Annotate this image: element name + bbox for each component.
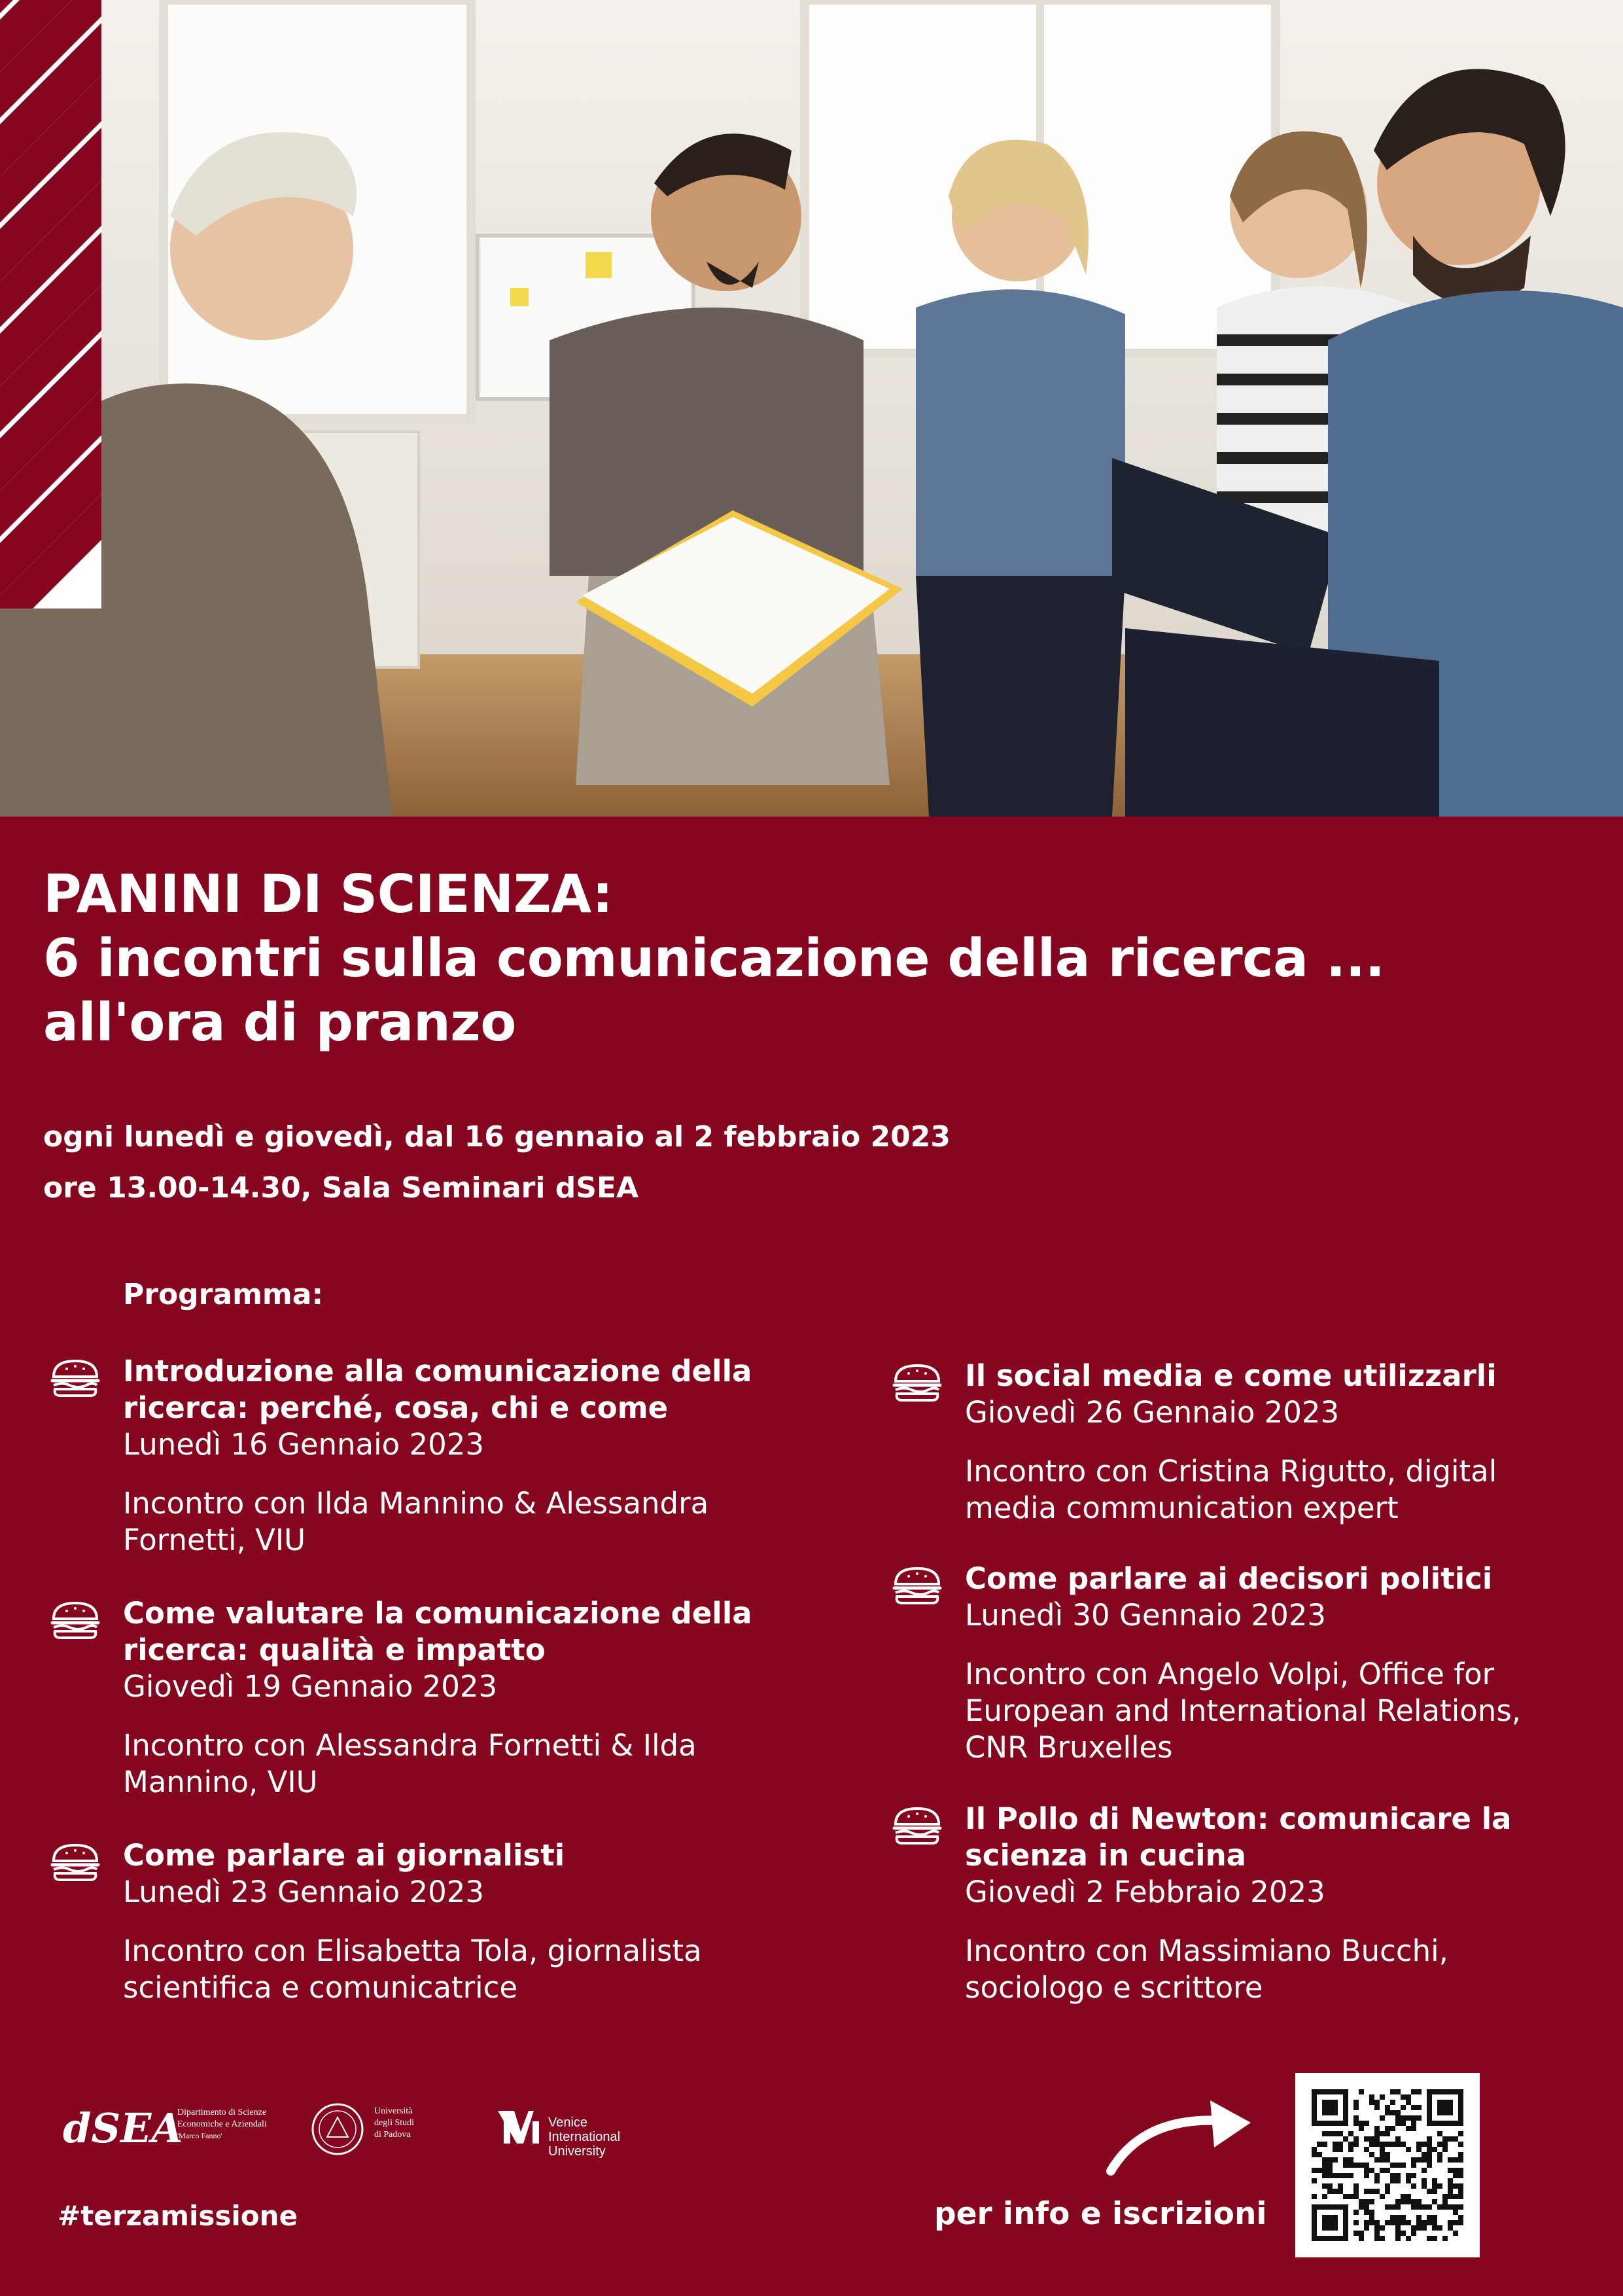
arrow-icon <box>1106 2094 1263 2179</box>
event-date: Lunedì 23 Gennaio 2023 <box>123 1875 484 1909</box>
event-speaker: Incontro con Massimiano Bucchi, sociologo e scrittore <box>965 1934 1448 2005</box>
event-4 <box>965 1358 1623 1527</box>
program-heading: Programma: <box>123 1278 324 1311</box>
svg-text:degli Studi: degli Studi <box>374 2118 415 2128</box>
svg-text:di Padova: di Padova <box>374 2130 411 2140</box>
dsea-logo <box>63 2104 267 2152</box>
event-6 <box>965 1801 1623 2006</box>
event-title: Il Pollo di Newton: comunicare la scienza in cucina <box>965 1801 1512 1873</box>
viu-logo <box>498 2111 620 2159</box>
event-speaker: Incontro con Cristina Rigutto, digital media communication expert <box>965 1454 1497 1525</box>
schedule-time-place: ore 13.00-14.30, Sala Seminari dSEA <box>43 1171 639 1205</box>
event-date: Lunedì 16 Gennaio 2023 <box>123 1427 484 1462</box>
event-title: Introduzione alla comunicazione della ricerca: perché, cosa, chi e come <box>123 1354 752 1425</box>
svg-text:Economiche e Aziendali: Economiche e Aziendali <box>177 2119 267 2129</box>
sandwich-icon <box>892 1363 943 1402</box>
event-date: Giovedì 26 Gennaio 2023 <box>965 1395 1340 1430</box>
event-1 <box>123 1353 829 1559</box>
event-date: Giovedì 19 Gennaio 2023 <box>123 1669 498 1704</box>
svg-text:Dipartimento di Scienze: Dipartimento di Scienze <box>177 2108 267 2117</box>
event-speaker: Incontro con Angelo Volpi, Office for European and International Relations, CNR Bruxelles <box>965 1657 1522 1765</box>
sandwich-icon <box>50 1843 101 1882</box>
event-speaker: Incontro con Ilda Mannino & Alessandra Fornetti, VIU <box>123 1486 709 1557</box>
event-5 <box>965 1561 1623 1766</box>
event-title: Il social media e come utilizzarli <box>965 1358 1497 1393</box>
event-title: Come parlare ai giornalisti <box>123 1838 565 1873</box>
sandwich-icon <box>50 1600 101 1640</box>
svg-text:University: University <box>548 2144 606 2159</box>
event-title: Come valutare la comunicazione della ricerca: qualità e impatto <box>123 1596 752 1667</box>
sandwich-icon <box>892 1806 943 1845</box>
svg-text:dSEA: dSEA <box>63 2104 183 2152</box>
svg-text:Università: Università <box>374 2106 413 2116</box>
title-line-1: PANINI DI SCIENZA: <box>43 864 613 925</box>
title-line-3: all'ora di pranzo <box>43 992 516 1053</box>
event-title: Come parlare ai decisori politici <box>965 1561 1493 1596</box>
event-date: Giovedì 2 Febbraio 2023 <box>965 1875 1325 1909</box>
partner-logos <box>63 2091 652 2186</box>
event-2 <box>123 1595 829 1801</box>
title-block <box>43 862 1580 1055</box>
svg-text:'Marco Fanno': 'Marco Fanno' <box>177 2131 222 2140</box>
sandwich-icon <box>50 1358 101 1398</box>
event-speaker: Incontro con Elisabetta Tola, giornalista scientifica e comunicatrice <box>123 1934 702 2005</box>
sandwich-icon <box>892 1566 943 1605</box>
title-line-2: 6 incontri sulla comunicazione della ricerca ... <box>43 928 1385 989</box>
event-date: Lunedì 30 Gennaio 2023 <box>965 1598 1326 1633</box>
hashtag: #terzamissione <box>58 2200 298 2232</box>
event-speaker: Incontro con Alessandra Fornetti & Ilda Mannino, VIU <box>123 1728 697 1799</box>
header-photo <box>0 0 1623 817</box>
schedule-dates: ogni lunedì e giovedì, dal 16 gennaio al 2 febbraio 2023 <box>43 1120 951 1154</box>
qr-code[interactable] <box>1295 2073 1480 2257</box>
info-label: per info e iscrizioni <box>934 2196 1267 2232</box>
svg-text:International: International <box>548 2130 621 2144</box>
event-3 <box>123 1837 829 2006</box>
unipd-logo <box>313 2104 414 2154</box>
svg-text:Venice: Venice <box>548 2115 588 2130</box>
